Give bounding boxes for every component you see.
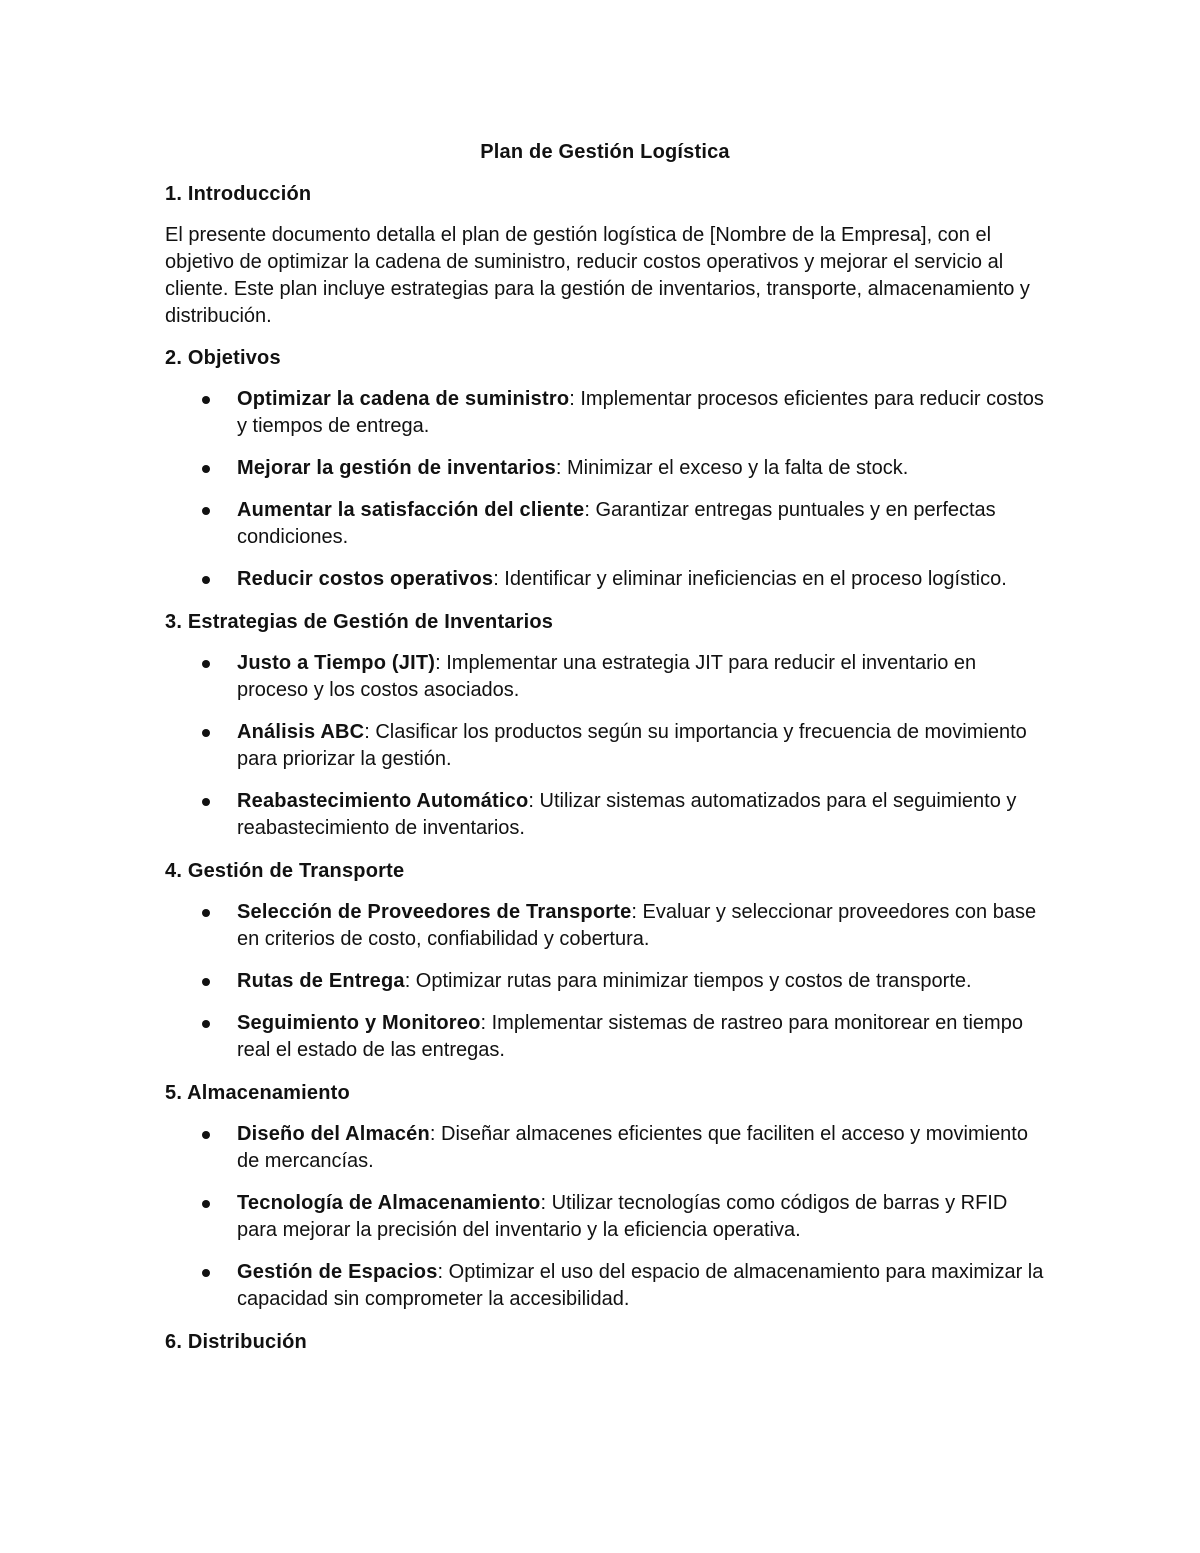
bullet-icon <box>202 507 210 515</box>
bullet-term: Gestión de Espacios <box>237 1261 438 1283</box>
bullet-icon <box>202 1020 210 1028</box>
list-item <box>165 1190 1045 1244</box>
list-item <box>165 899 1045 953</box>
section-heading-almacenamiento: 5. Almacenamiento <box>165 1082 350 1104</box>
bullet-text: : Optimizar el uso del espacio de almacenamiento para maximizar la capacidad sin comprometer la accesibilidad. <box>237 1261 1044 1310</box>
bullet-icon <box>202 396 210 404</box>
document-title: Plan de Gestión Logística <box>480 141 730 163</box>
bullet-text: : Minimizar el exceso y la falta de stock. <box>555 457 909 479</box>
bullet-icon <box>202 660 210 668</box>
list-item <box>165 497 1045 551</box>
list-item <box>165 719 1045 773</box>
bullet-icon <box>202 1200 210 1208</box>
list-item <box>165 566 1045 593</box>
bullet-text: : Implementar procesos eficientes para reducir costos y tiempos de entrega. <box>237 388 1044 437</box>
bullet-text: : Identificar y eliminar ineficiencias en el proceso logístico. <box>493 568 1007 590</box>
bullet-term: Justo a Tiempo (JIT) <box>237 652 436 674</box>
list-item <box>165 455 1045 482</box>
bullet-term: Mejorar la gestión de inventarios <box>237 457 556 479</box>
bullet-icon <box>202 729 210 737</box>
transporte-list <box>165 899 1045 1064</box>
bullet-term: Selección de Proveedores de Transporte <box>237 901 632 923</box>
bullet-icon <box>202 798 210 806</box>
section-heading-estrategias-inventarios: 3. Estrategias de Gestión de Inventarios <box>165 611 554 633</box>
bullet-text: : Optimizar rutas para minimizar tiempos y costos de transporte. <box>404 970 972 992</box>
objetivos-list <box>165 386 1045 593</box>
bullet-text: : Utilizar sistemas automatizados para el seguimiento y reabastecimiento de inventarios. <box>237 790 1017 839</box>
inventarios-list <box>165 650 1045 842</box>
bullet-term: Diseño del Almacén <box>237 1123 430 1145</box>
list-item <box>165 1259 1045 1313</box>
almacenamiento-list <box>165 1121 1045 1313</box>
bullet-text: : Clasificar los productos según su importancia y frecuencia de movimiento para priorizar la gestión. <box>237 721 1027 770</box>
bullet-icon <box>202 978 210 986</box>
bullet-term: Reabastecimiento Automático <box>237 790 529 812</box>
bullet-icon <box>202 465 210 473</box>
list-item <box>165 1121 1045 1175</box>
bullet-text: : Implementar sistemas de rastreo para monitorear en tiempo real el estado de las entregas. <box>237 1012 1023 1061</box>
bullet-icon <box>202 1269 210 1277</box>
bullet-icon <box>202 1131 210 1139</box>
bullet-text: : Implementar una estrategia JIT para reducir el inventario en proceso y los costos asociados. <box>237 652 977 701</box>
section-heading-gestion-transporte: 4. Gestión de Transporte <box>165 860 405 882</box>
bullet-term: Optimizar la cadena de suministro <box>237 388 570 410</box>
bullet-text: : Utilizar tecnologías como códigos de barras y RFID para mejorar la precisión del inventario y la eficiencia operativa. <box>237 1192 1008 1241</box>
bullet-term: Rutas de Entrega <box>237 970 405 992</box>
bullet-term: Aumentar la satisfacción del cliente <box>237 499 585 521</box>
list-item <box>165 788 1045 842</box>
section-heading-introduccion: 1. Introducción <box>165 183 312 205</box>
list-item <box>165 386 1045 440</box>
bullet-term: Tecnología de Almacenamiento <box>237 1192 541 1214</box>
bullet-term: Reducir costos operativos <box>237 568 494 590</box>
bullet-term: Análisis ABC <box>237 721 365 743</box>
bullet-icon <box>202 909 210 917</box>
intro-paragraph: El presente documento detalla el plan de gestión logística de [Nombre de la Empresa], con el objetivo de optimizar la cadena de suministro, reducir costos operativos y mejorar el servicio al cliente. Este plan incluye estrategias para la gestión de inventarios, transporte, almacenamiento y distribución. <box>165 224 1030 327</box>
bullet-text: : Garantizar entregas puntuales y en perfectas condiciones. <box>237 499 996 548</box>
list-item <box>165 968 1045 995</box>
list-item <box>165 1010 1045 1064</box>
section-heading-distribucion: 6. Distribución <box>165 1331 307 1353</box>
bullet-term: Seguimiento y Monitoreo <box>237 1012 481 1034</box>
section-heading-objetivos: 2. Objetivos <box>165 347 281 369</box>
bullet-icon <box>202 576 210 584</box>
bullet-text: : Diseñar almacenes eficientes que faciliten el acceso y movimiento de mercancías. <box>237 1123 1028 1172</box>
document-page <box>165 138 1045 1370</box>
list-item <box>165 650 1045 704</box>
bullet-text: : Evaluar y seleccionar proveedores con base en criterios de costo, confiabilidad y cobertura. <box>237 901 1037 950</box>
